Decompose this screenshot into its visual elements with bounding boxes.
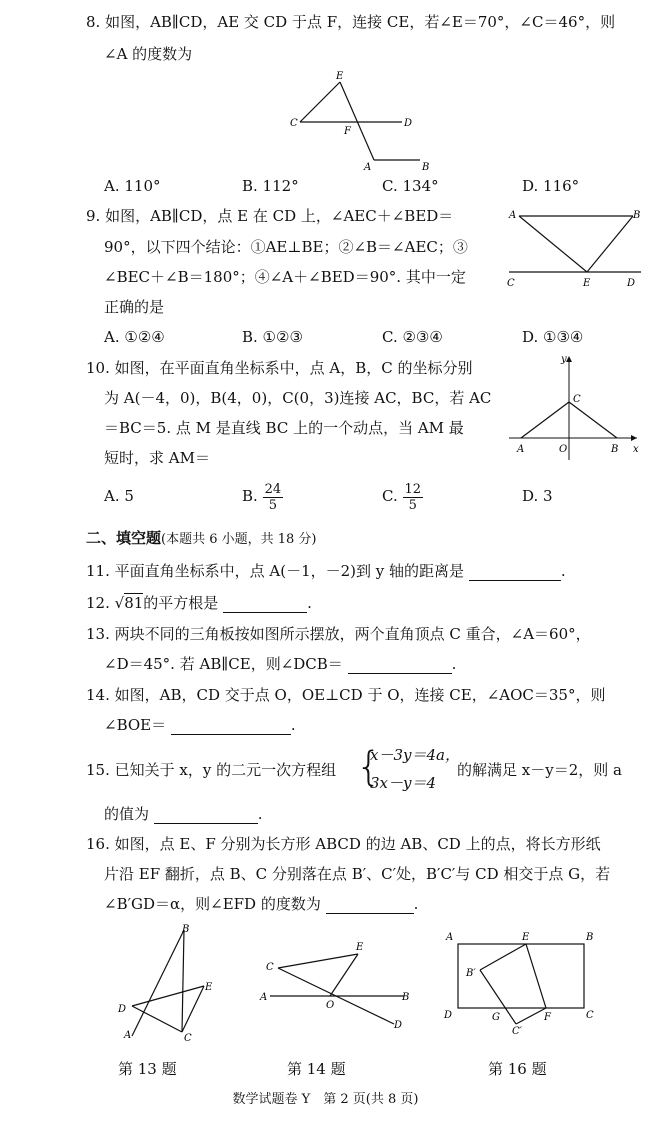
q10-option-b-num: 24: [264, 481, 282, 497]
q8-figure: [280, 68, 440, 173]
q15-brace: {: [356, 744, 382, 790]
q10-label-y: y: [561, 354, 567, 365]
q8-label-e: E: [336, 71, 344, 82]
caption-fig13: 第 13 题: [118, 1060, 177, 1078]
q8-label-f: F: [344, 126, 351, 137]
q15-eq2: 3x－y＝4: [370, 774, 437, 792]
q15-eq1: x－3y＝4a，: [370, 746, 460, 764]
q8-option-d: D. 116°: [522, 177, 580, 195]
fig16-label-f: F: [544, 1012, 551, 1023]
q11-answer-blank[interactable]: [469, 564, 561, 581]
fig14: [258, 936, 418, 1036]
q8-option-b: B. 112°: [242, 177, 299, 195]
q12-sqrt-value: 81: [124, 594, 144, 612]
fig13-label-b: B: [182, 924, 190, 935]
q8-label-c: C: [290, 118, 298, 129]
q12-end: .: [307, 594, 312, 612]
q8-line1: 8. 如图，AB∥CD，AE 交 CD 于点 F，连接 CE，若∠E＝70°，∠C＝46°，则: [86, 13, 616, 31]
q9-line3: ∠BEC＋∠B＝180°；④∠A＋∠BED＝90°. 其中一定: [104, 268, 466, 286]
fig13: [108, 920, 228, 1045]
fig13-label-a: A: [124, 1030, 132, 1041]
q10-label-x: x: [633, 444, 639, 455]
q15-end: .: [257, 805, 263, 823]
q10-option-c: [382, 478, 423, 514]
fig14-label-e: E: [356, 942, 364, 953]
q10-option-b-frac: [263, 482, 284, 513]
q15-prefix: 15. 已知关于 x，y 的二元一次方程组: [86, 761, 337, 779]
q8-label-b: B: [422, 162, 430, 173]
q10-option-a: A. 5: [104, 487, 134, 505]
fig16-label-d: D: [444, 1010, 453, 1021]
section2-heading: [86, 528, 317, 550]
fig14-label-d: D: [394, 1020, 403, 1031]
q9-figure: [505, 204, 645, 290]
fig13-label-c: C: [184, 1033, 192, 1044]
q16-answer-blank[interactable]: [326, 897, 414, 914]
q9-option-c: C. ②③④: [382, 328, 443, 346]
fig16-label-e: E: [522, 932, 530, 943]
q10-line2: 为 A(－4，0)，B(4，0)，C(0，3)连接 AC，BC，若 AC: [104, 389, 492, 407]
q14-line2: [104, 715, 296, 735]
fig16-label-c-prime: C′: [512, 1026, 522, 1036]
q14-answer-blank[interactable]: [171, 718, 291, 735]
q9-label-a: A: [509, 210, 517, 221]
fig13-label-d: D: [118, 1004, 127, 1015]
q10-label-a: A: [517, 444, 525, 455]
q8-option-c: C. 134°: [382, 177, 439, 195]
q11: [86, 561, 566, 581]
q10-line4: 短时，求 AM＝: [104, 449, 210, 467]
fig13-label-e: E: [205, 982, 213, 993]
q15-line2: [104, 804, 263, 824]
q11-end: .: [560, 562, 566, 580]
q14-line2-text: ∠BOE＝: [104, 716, 167, 734]
q10-label-c: C: [573, 394, 581, 405]
q14-end: .: [290, 716, 296, 734]
fig16-label-b: B: [586, 932, 594, 943]
fig14-label-o: O: [326, 1000, 335, 1011]
q12-text: 的平方根是: [143, 594, 219, 612]
q12-sqrt-sign: √: [114, 594, 125, 612]
q10-label-o: O: [559, 444, 568, 455]
fig16: [440, 928, 600, 1036]
q13-end: .: [451, 655, 457, 673]
q13-answer-blank[interactable]: [348, 657, 452, 674]
q12: [86, 593, 312, 613]
q12-prefix: 12.: [86, 594, 115, 612]
fig16-label-g: G: [492, 1012, 500, 1023]
q16-line1: 16. 如图，点 E、F 分别为长方形 ABCD 的边 AB、CD 上的点，将长方形纸: [86, 835, 601, 853]
q10-label-b: B: [611, 444, 619, 455]
section2-note: (本题共 6 小题，共 18 分): [161, 532, 317, 547]
q9-label-e: E: [583, 278, 591, 289]
q10-option-c-prefix: C.: [382, 487, 398, 505]
page-footer: 数学试题卷 Y 第 2 页(共 8 页): [232, 1092, 419, 1107]
caption-fig14: 第 14 题: [287, 1060, 346, 1078]
q16-line2: 片沿 EF 翻折，点 B、C 分别落在点 B′、C′处，B′C′与 CD 相交于点 G，若: [104, 865, 611, 883]
fig14-label-c: C: [266, 962, 274, 973]
caption-fig16: 第 16 题: [488, 1060, 547, 1078]
q13-line1: 13. 两块不同的三角板按如图所示摆放，两个直角顶点 C 重合，∠A＝60°，: [86, 625, 591, 643]
q16-line3-text: ∠B′GD＝α，则∠EFD 的度数为: [104, 895, 321, 913]
q9-option-b: B. ①②③: [242, 328, 303, 346]
q9-label-b: B: [633, 210, 641, 221]
q9-option-d: D. ①③④: [522, 328, 584, 346]
q9-line2: 90°，以下四个结论：①AE⊥BE；②∠B＝∠AEC；③: [104, 238, 468, 256]
q13-line2-text: ∠D＝45°. 若 AB∥CE，则∠DCB＝: [104, 655, 343, 673]
section2-title: 二、填空题: [86, 529, 162, 547]
q9-line4: 正确的是: [104, 298, 165, 316]
q9-label-d: D: [627, 278, 636, 289]
q15-line2-text: 的值为: [104, 805, 150, 823]
q10-figure: [505, 352, 645, 462]
fig14-label-a: A: [260, 992, 268, 1003]
q10-option-b-den: 5: [268, 497, 277, 513]
q10-line1: 10. 如图，在平面直角坐标系中，点 A，B，C 的坐标分别: [86, 359, 473, 377]
q11-text: 11. 平面直角坐标系中，点 A(－1，－2)到 y 轴的距离是: [86, 562, 465, 580]
q10-option-c-frac: [403, 482, 424, 513]
q12-answer-blank[interactable]: [223, 596, 307, 613]
q8-option-a: A. 110°: [104, 177, 161, 195]
q8-line2: ∠A 的度数为: [104, 45, 193, 63]
q9-line1: 9. 如图，AB∥CD，点 E 在 CD 上，∠AEC＋∠BED＝: [86, 207, 454, 225]
q10-option-b: [242, 478, 283, 514]
q16-line3: [104, 894, 418, 914]
q10-option-c-num: 12: [404, 481, 422, 497]
q13-line2: [104, 654, 456, 674]
fig16-label-b-prime: B′: [466, 968, 476, 979]
q9-label-c: C: [507, 278, 515, 289]
fig16-label-c: C: [586, 1010, 594, 1021]
q8-label-d: D: [404, 118, 413, 129]
q9-option-a: A. ①②④: [104, 328, 165, 346]
q10-option-b-prefix: B.: [242, 487, 258, 505]
fig14-label-b: B: [402, 992, 410, 1003]
q10-line3: ＝BC＝5. 点 M 是直线 BC 上的一个动点，当 AM 最: [104, 419, 464, 437]
q15-suffix: 的解满足 x－y＝2，则 a: [457, 761, 622, 779]
q8-label-a: A: [364, 162, 372, 173]
q15-answer-blank[interactable]: [154, 807, 258, 824]
fig16-label-a: A: [446, 932, 454, 943]
q14-line1: 14. 如图，AB，CD 交于点 O，OE⊥CD 于 O，连接 CE，∠AOC＝35°，则: [86, 686, 606, 704]
q10-option-d: D. 3: [522, 487, 553, 505]
q10-option-c-den: 5: [408, 497, 417, 513]
q16-end: .: [413, 895, 419, 913]
